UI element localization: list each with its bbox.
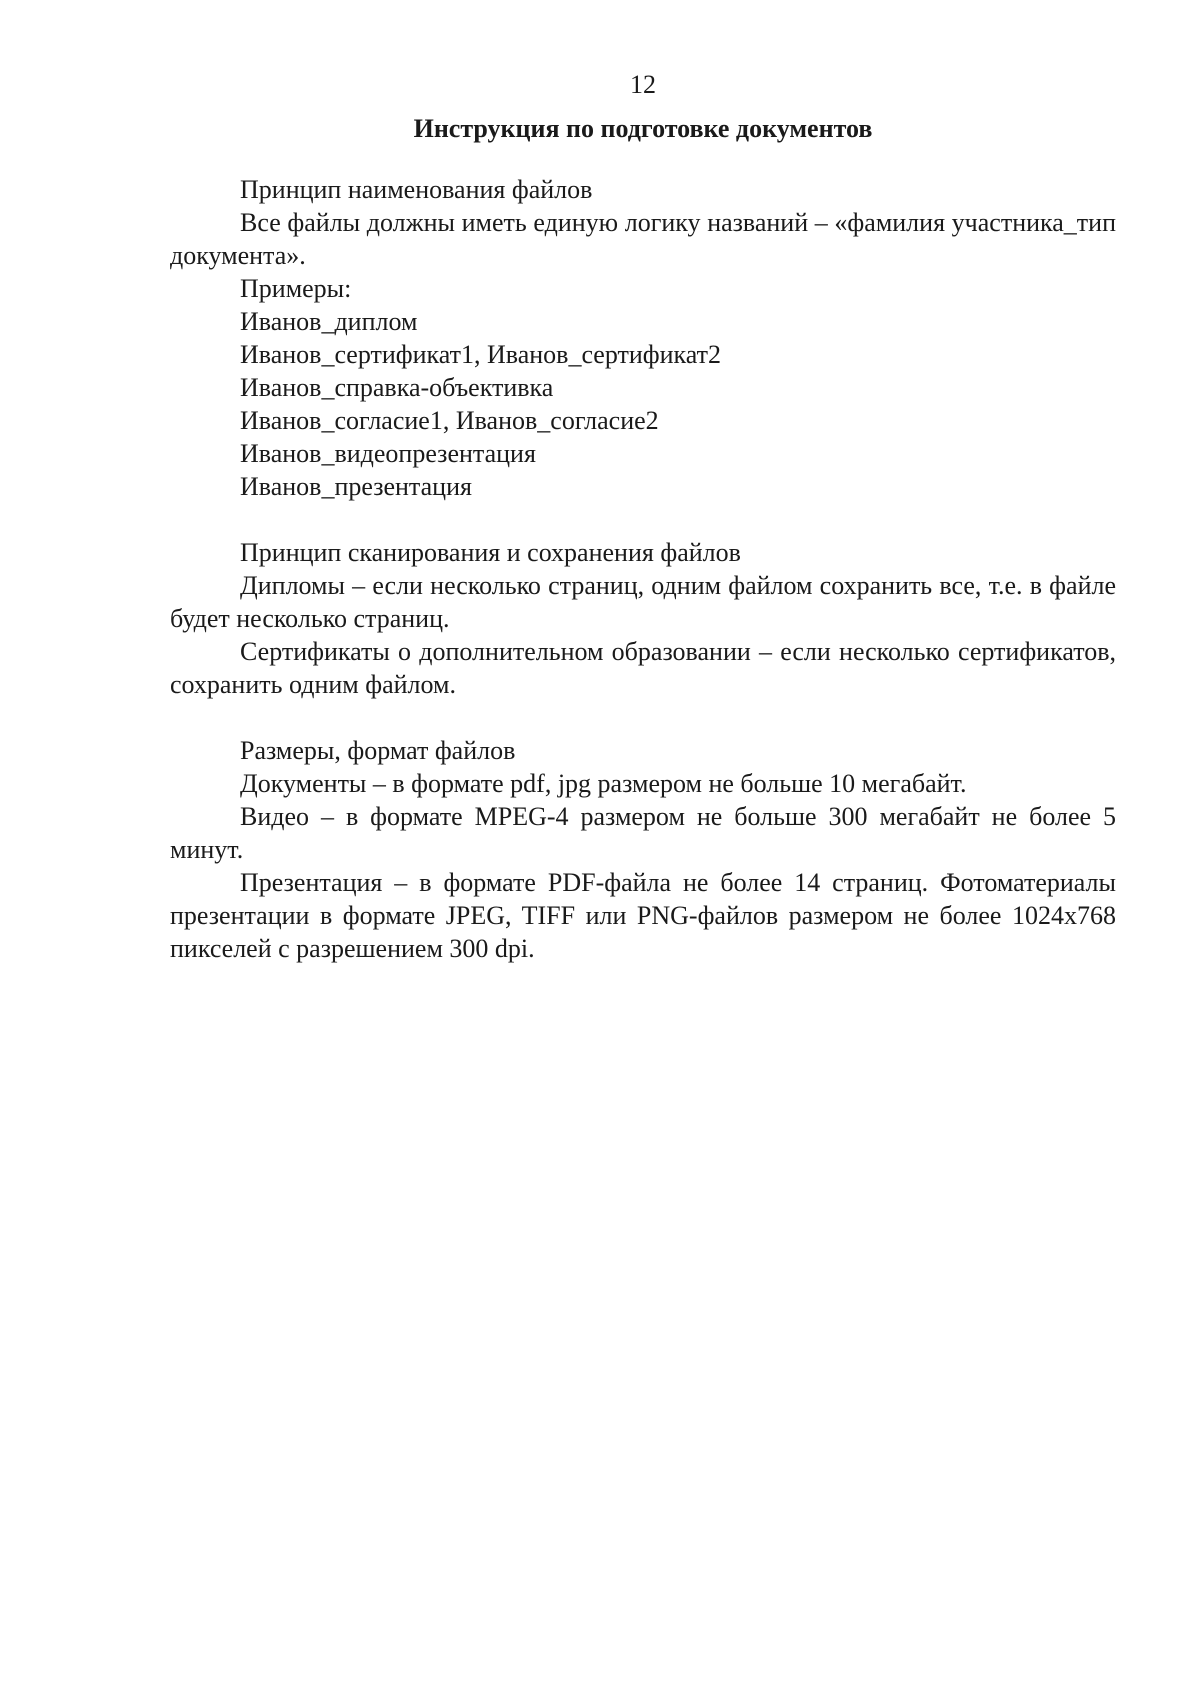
formats-heading: Размеры, формат файлов bbox=[240, 736, 516, 765]
diplomas-paragraph: Дипломы – если несколько страниц, одним файлом сохранить все, т.е. в файле будет несколько страниц. bbox=[170, 571, 1116, 633]
scanning-section bbox=[170, 536, 1116, 701]
documents-format-paragraph: Документы – в формате pdf, jpg размером не больше 10 мегабайт. bbox=[240, 769, 967, 798]
section-spacer bbox=[170, 701, 1116, 734]
page-number: 12 bbox=[630, 70, 656, 99]
video-format-paragraph: Видео – в формате MPEG-4 размером не больше 300 мегабайт не более 5 минут. bbox=[170, 802, 1116, 864]
example-item: Иванов_согласие1, Иванов_согласие2 bbox=[240, 406, 659, 435]
scanning-heading: Принцип сканирования и сохранения файлов bbox=[240, 538, 741, 567]
examples-label: Примеры: bbox=[240, 274, 352, 303]
example-item: Иванов_справка-объективка bbox=[240, 373, 554, 402]
naming-section bbox=[170, 173, 1116, 503]
document-title: Инструкция по подготовке документов bbox=[413, 114, 873, 143]
naming-intro: Все файлы должны иметь единую логику названий – «фамилия участника_тип документа». bbox=[170, 208, 1116, 270]
example-item: Иванов_презентация bbox=[240, 472, 472, 501]
presentation-format-paragraph: Презентация – в формате PDF-файла не более 14 страниц. Фотоматериалы презентации в формате JPEG, TIFF или PNG-файлов размером не более 1024х768 пикселей с разрешением 300 dpi. bbox=[170, 868, 1116, 963]
example-item: Иванов_видеопрезентация bbox=[240, 439, 536, 468]
section-spacer bbox=[170, 503, 1116, 536]
example-item: Иванов_сертификат1, Иванов_сертификат2 bbox=[240, 340, 721, 369]
certificates-paragraph: Сертификаты о дополнительном образовании – если несколько сертификатов, сохранить одним файлом. bbox=[170, 637, 1116, 699]
example-item: Иванов_диплом bbox=[240, 307, 418, 336]
formats-section bbox=[170, 734, 1116, 965]
document-page bbox=[170, 68, 1116, 965]
naming-heading: Принцип наименования файлов bbox=[240, 175, 593, 204]
